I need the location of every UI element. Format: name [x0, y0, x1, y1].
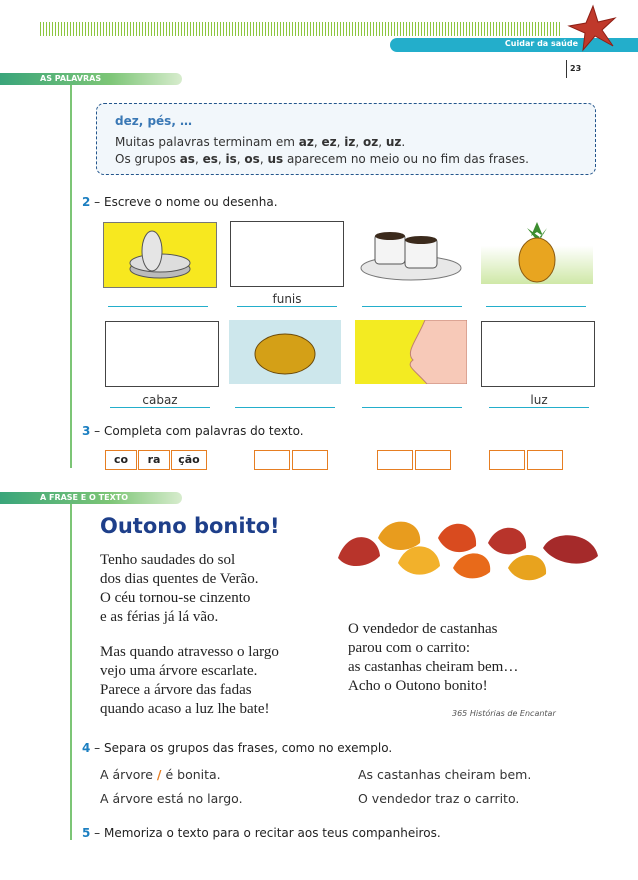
- page-number-divider: [566, 60, 567, 78]
- nose-picture: [355, 320, 467, 384]
- answer-line-5[interactable]: [110, 407, 210, 408]
- star-icon: [565, 4, 621, 54]
- example-sentence-4[interactable]: O vendedor traz o carrito.: [358, 791, 520, 806]
- example-sentence-1: A árvore / é bonita.: [100, 767, 221, 782]
- draw-box-2[interactable]: [105, 321, 219, 387]
- poem-title: Outono bonito!: [100, 514, 280, 538]
- answer-line-8[interactable]: [489, 407, 589, 408]
- nose-icon: [355, 320, 467, 384]
- answer-line-2[interactable]: [237, 306, 337, 307]
- autumn-leaves-icon: [328, 508, 604, 590]
- info-box: [96, 103, 596, 175]
- pineapple-picture: [481, 220, 593, 284]
- coin-icon: [104, 223, 216, 287]
- pineapple-icon: [481, 220, 593, 284]
- draw-box-3[interactable]: [481, 321, 595, 387]
- coin-picture: [103, 222, 217, 288]
- syllable-input[interactable]: [254, 450, 290, 470]
- section-bar-frase: [0, 492, 182, 504]
- syllable-input[interactable]: [415, 450, 451, 470]
- poem-stanza-1: Tenho saudades do sol dos dias quentes de Verão. O céu tornou-se cinzento e as férias já lá vão.: [100, 552, 259, 625]
- poem-stanza-2: Mas quando atravesso o largo vejo uma árvore escarlate. Parece a árvore das fadas quando acaso a luz lhe bate!: [100, 644, 279, 717]
- syllable-input[interactable]: [527, 450, 563, 470]
- walnut-picture: [229, 320, 341, 384]
- info-title: dez, pés, …: [115, 114, 193, 128]
- section-label-palavras: AS PALAVRAS: [40, 74, 102, 83]
- page-number: 23: [570, 64, 582, 73]
- coffee-cups-icon: [355, 220, 467, 284]
- example-sentence-2[interactable]: A árvore está no largo.: [100, 791, 243, 806]
- question-3: 3 – Completa com palavras do texto.: [82, 424, 304, 438]
- section-label-frase: A FRASE E O TEXTO: [40, 493, 128, 502]
- walnut-icon: [229, 320, 341, 384]
- info-line-1: Muitas palavras terminam em az, ez, iz, oz, uz.: [115, 135, 406, 149]
- poem-stanza-3: O vendedor de castanhas parou com o carrito: as castanhas cheiram bem… Acho o Outono bonito!: [348, 621, 519, 694]
- header-stripe: [40, 22, 560, 36]
- answer-line-6[interactable]: [235, 407, 335, 408]
- answer-line-3[interactable]: [362, 306, 462, 307]
- question-2: 2 – Escreve o nome ou desenha.: [82, 195, 278, 209]
- draw-box-1[interactable]: [230, 221, 344, 287]
- syllable-box: ra: [138, 450, 170, 470]
- answer-line-4[interactable]: [486, 306, 586, 307]
- question-5: 5 – Memoriza o texto para o recitar aos teus companheiros.: [82, 826, 441, 840]
- answer-line-1[interactable]: [108, 306, 208, 307]
- syllable-input[interactable]: [377, 450, 413, 470]
- syllable-box: co: [105, 450, 137, 470]
- cups-picture: [355, 220, 467, 284]
- question-4: 4 – Separa os grupos das frases, como no exemplo.: [82, 741, 393, 755]
- poem-source: 365 Histórias de Encantar: [452, 709, 556, 718]
- word-cabaz: cabaz: [142, 393, 178, 407]
- syllable-box: ção: [171, 450, 207, 470]
- syllable-input[interactable]: [292, 450, 328, 470]
- word-luz: luz: [530, 393, 548, 407]
- section-line-2: [70, 504, 72, 840]
- header-section-label: Cuidar da saúde: [504, 39, 578, 48]
- section-bar-palavras: [0, 73, 182, 85]
- answer-line-7[interactable]: [362, 407, 462, 408]
- section-line-1: [70, 85, 72, 468]
- example-sentence-3[interactable]: As castanhas cheiram bem.: [358, 767, 532, 782]
- info-line-2: Os grupos as, es, is, os, us aparecem no meio ou no fim das frases.: [115, 152, 529, 166]
- syllable-input[interactable]: [489, 450, 525, 470]
- word-funis: funis: [272, 292, 302, 306]
